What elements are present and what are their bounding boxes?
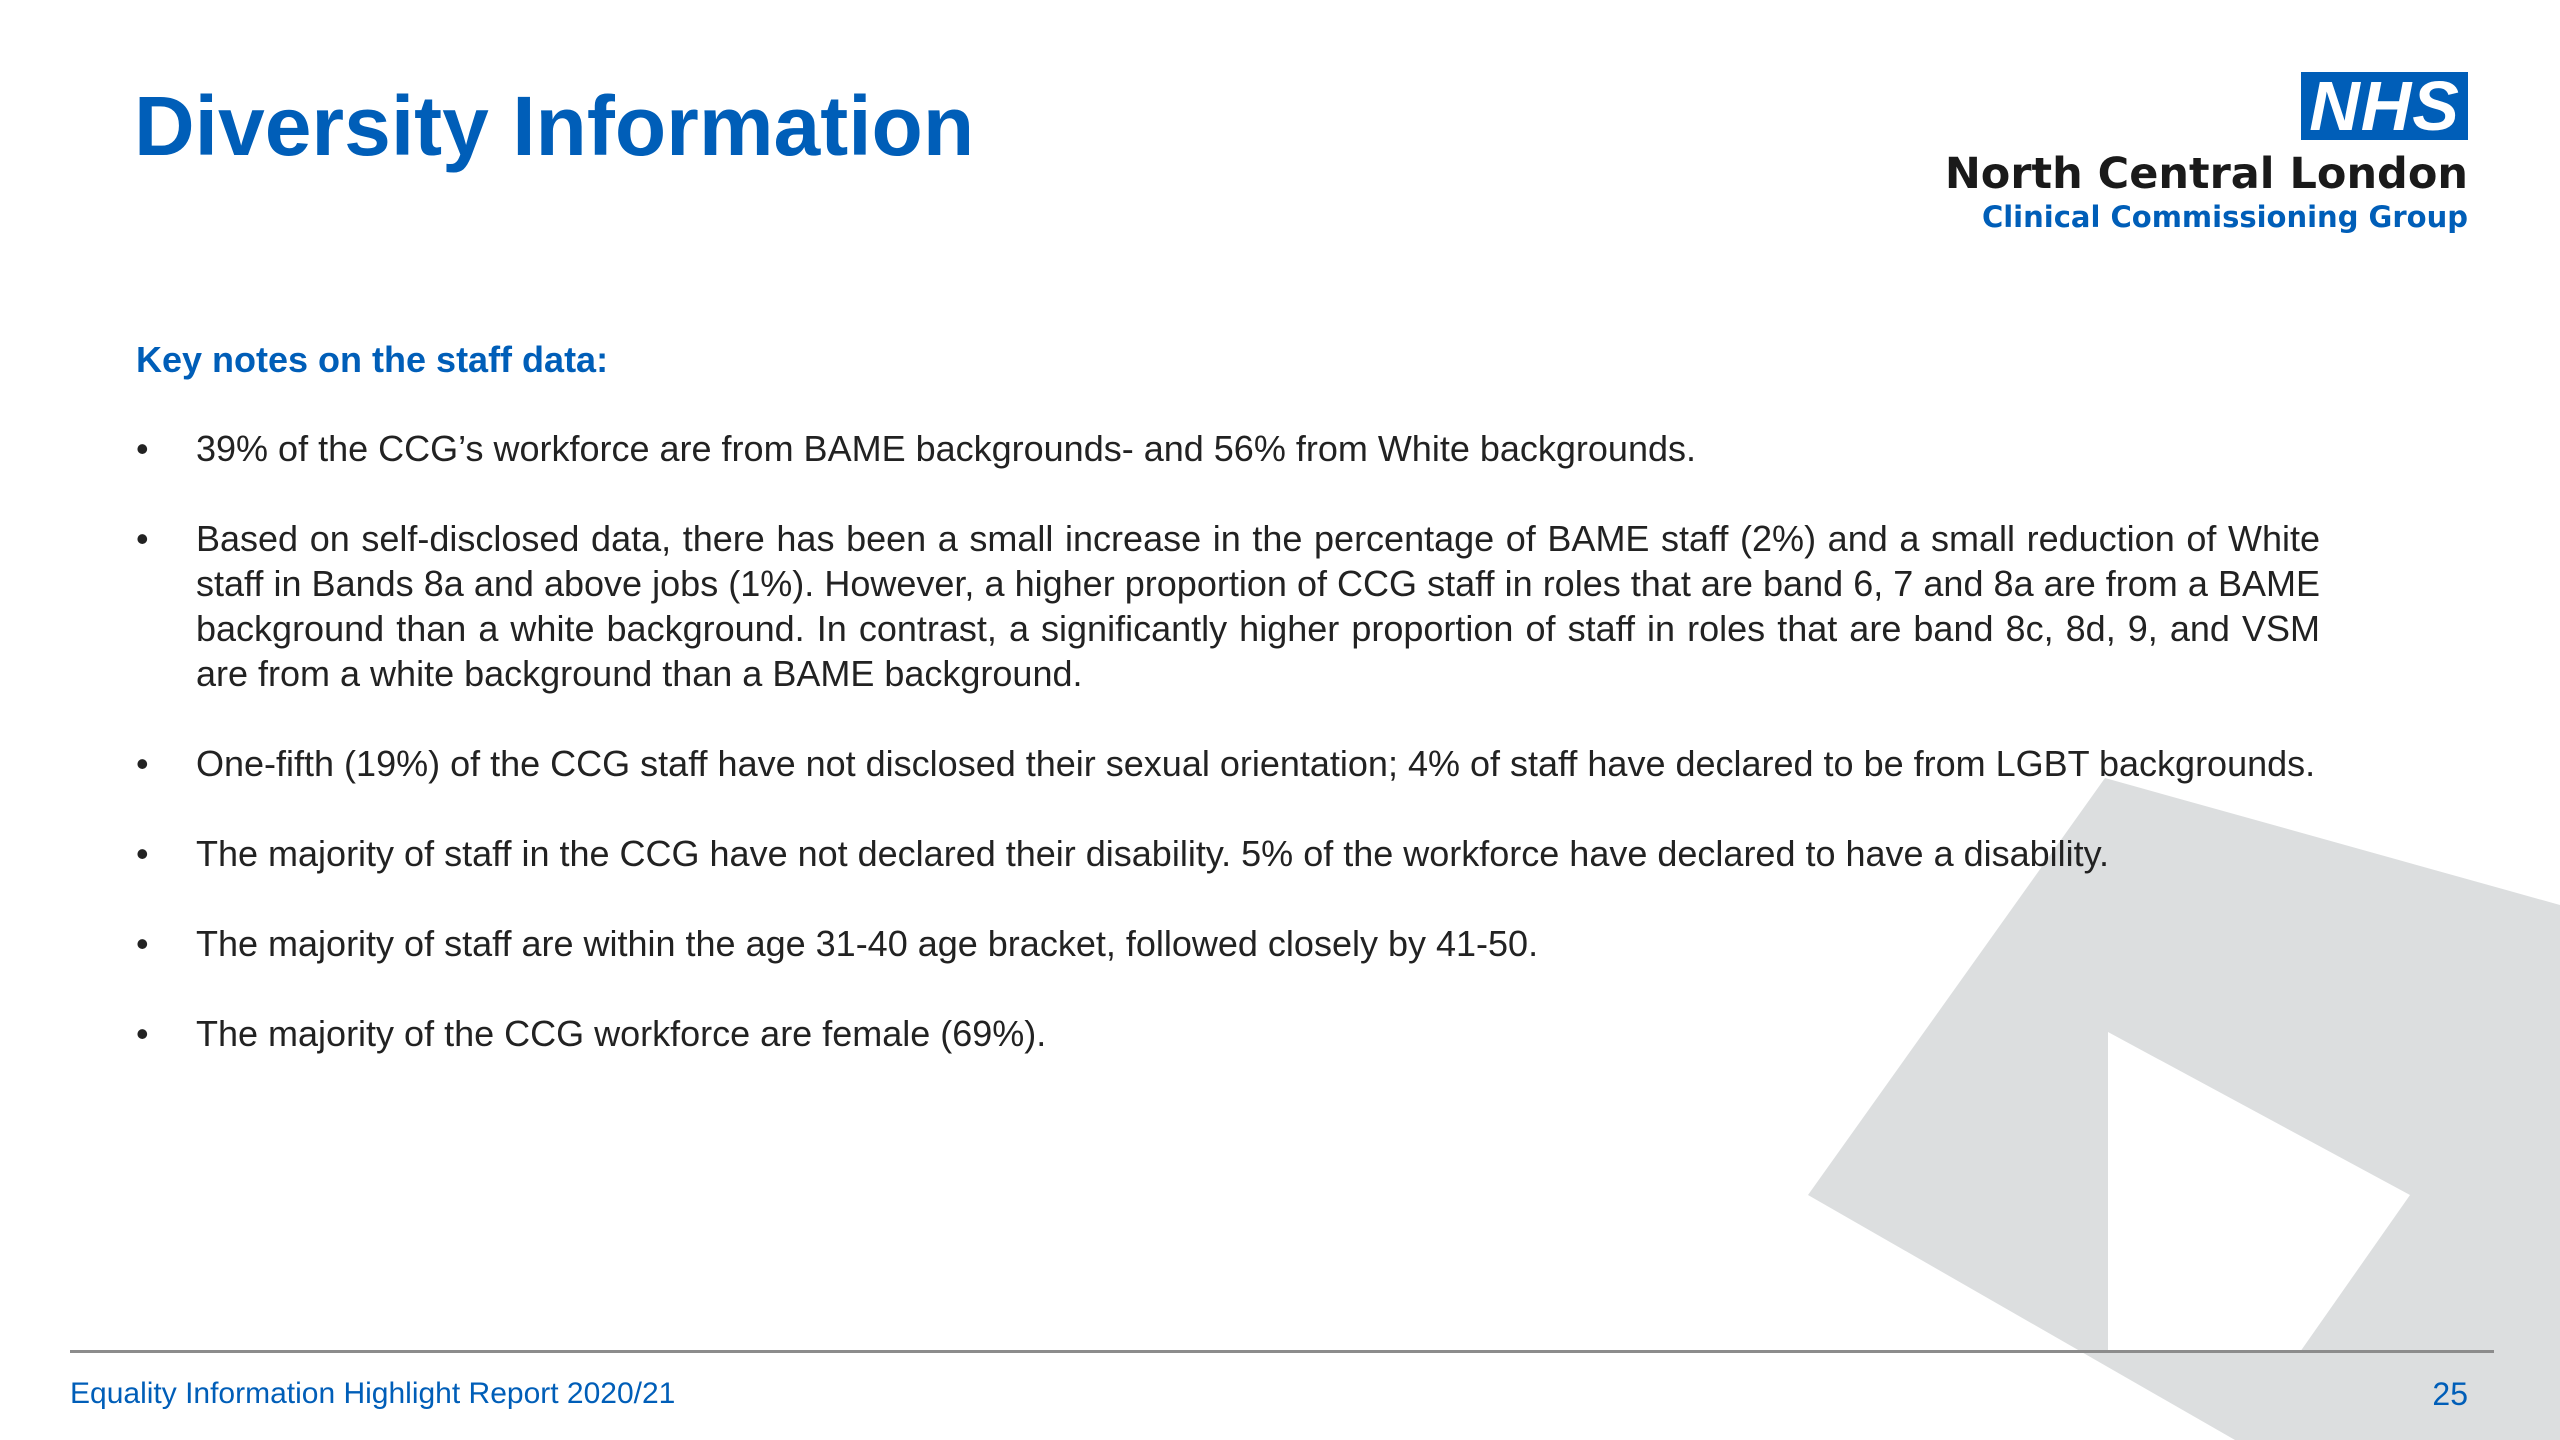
bullet-text: The majority of staff in the CCG have not declared their disability. 5% of the workforce have declared to have a disability. bbox=[196, 833, 2109, 874]
bullet-item bbox=[136, 426, 2320, 471]
bullet-item bbox=[136, 1011, 2320, 1056]
nhs-logo bbox=[1944, 67, 2468, 235]
page-number: 25 bbox=[2432, 1376, 2468, 1412]
bullet-icon: • bbox=[136, 923, 149, 964]
bullet-text: Based on self-disclosed data, there has been a small increase in the percentage of BAME staff (2%) and a small reduction of White staff in Bands 8a and above jobs (1%). However, a higher proportion of CCG staff in roles that are band 6, 7 and 8a are from a BAME background than a white background. In contrast, a significantly higher proportion of staff in roles that are band 8c, 8d, 9, and VSM are from a white background than a BAME background. bbox=[196, 518, 2320, 694]
org-subtitle: Clinical Commissioning Group bbox=[1981, 200, 2468, 235]
bullet-item bbox=[136, 921, 2320, 966]
bullet-list bbox=[136, 426, 2320, 1056]
nhs-wordmark: NHS bbox=[2301, 72, 2468, 140]
bullet-item bbox=[136, 741, 2320, 786]
bullet-icon: • bbox=[136, 1013, 149, 1054]
bullet-item bbox=[136, 831, 2320, 876]
key-notes-heading: Key notes on the staff data: bbox=[136, 339, 609, 380]
bullet-icon: • bbox=[136, 833, 149, 874]
bullet-text: The majority of the CCG workforce are female (69%). bbox=[196, 1013, 1047, 1054]
bullet-item bbox=[136, 516, 2320, 696]
bullet-text: The majority of staff are within the age 31-40 age bracket, followed closely by 41-50. bbox=[196, 923, 1539, 964]
footer-divider bbox=[70, 1350, 2494, 1353]
bullet-icon: • bbox=[136, 428, 149, 469]
page-title: Diversity Information bbox=[134, 79, 975, 173]
footer-report-title: Equality Information Highlight Report 2020/21 bbox=[70, 1377, 676, 1410]
bullet-text: 39% of the CCG’s workforce are from BAME backgrounds- and 56% from White backgrounds. bbox=[196, 428, 1696, 469]
bullet-icon: • bbox=[136, 518, 149, 559]
bullet-text: One-fifth (19%) of the CCG staff have not disclosed their sexual orientation; 4% of staff have declared to be from LGBT backgrounds. bbox=[196, 743, 2316, 784]
bullet-icon: • bbox=[136, 743, 149, 784]
org-name: North Central London bbox=[1944, 149, 2468, 199]
